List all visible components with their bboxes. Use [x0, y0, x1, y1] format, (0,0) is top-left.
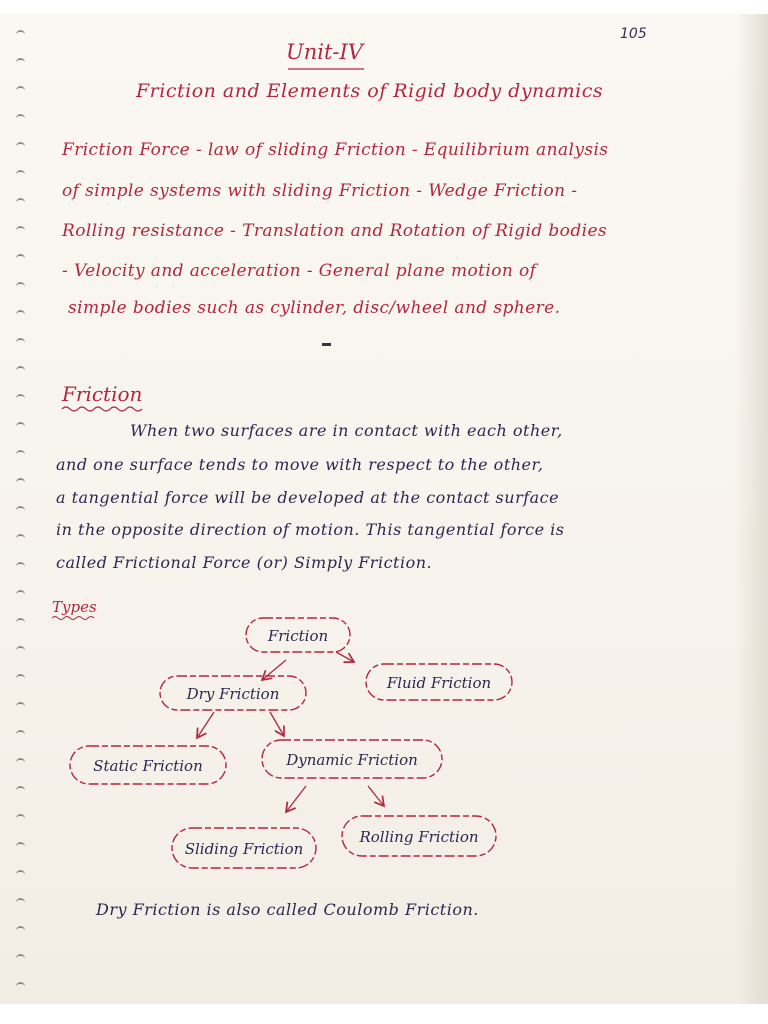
node-dynamic-friction — [262, 740, 442, 778]
node-static-friction — [70, 746, 226, 784]
paragraph-line: called Frictional Force (or) Simply Friction. — [56, 553, 433, 572]
arrow-dynamic-to-rolling — [368, 786, 384, 806]
paragraph-line: When two surfaces are in contact with each other, — [130, 421, 563, 440]
node-sliding-friction — [172, 828, 316, 868]
syllabus-line: Friction Force - law of sliding Friction - Equilibrium analysis — [62, 140, 609, 160]
node-label: Fluid Friction — [386, 674, 492, 692]
node-label: Dynamic Friction — [286, 751, 418, 769]
syllabus-line: of simple systems with sliding Friction - Wedge Friction - — [62, 181, 578, 201]
syllabus-line: - Velocity and acceleration - General plane motion of — [62, 261, 537, 281]
types-label: Types — [52, 598, 97, 616]
page-number: 105 — [620, 26, 647, 42]
syllabus-line: simple bodies such as cylinder, disc/wheel and sphere. — [68, 298, 561, 318]
syllabus-line: Rolling resistance - Translation and Rotation of Rigid bodies — [62, 221, 608, 241]
node-fluid-friction — [366, 664, 512, 700]
node-label: Static Friction — [93, 757, 203, 775]
unit-heading: Unit-IV — [286, 40, 363, 64]
paragraph-line: a tangential force will be developed at the contact surface — [56, 488, 560, 507]
arrow-dynamic-to-sliding — [286, 786, 306, 812]
paragraph-line: in the opposite direction of motion. This tangential force is — [56, 520, 565, 539]
arrow-friction-to-dry — [262, 660, 286, 680]
coulomb-note: Dry Friction is also called Coulomb Friction. — [96, 900, 479, 919]
node-rolling-friction — [342, 816, 496, 856]
arrow-dry-to-static — [197, 712, 214, 738]
node-label: Rolling Friction — [359, 828, 479, 846]
node-label: Sliding Friction — [184, 840, 304, 858]
node-friction — [246, 618, 350, 652]
arrow-dry-to-dynamic — [270, 712, 284, 736]
chapter-title: Friction and Elements of Rigid body dynamics — [136, 80, 604, 102]
node-label: Friction — [267, 627, 329, 645]
section-heading-friction: Friction — [62, 382, 143, 406]
paragraph-line: and one surface tends to move with respect to the other, — [56, 455, 544, 474]
node-label: Dry Friction — [186, 685, 280, 703]
arrow-friction-to-fluid — [336, 652, 354, 662]
node-dry-friction — [160, 676, 306, 710]
